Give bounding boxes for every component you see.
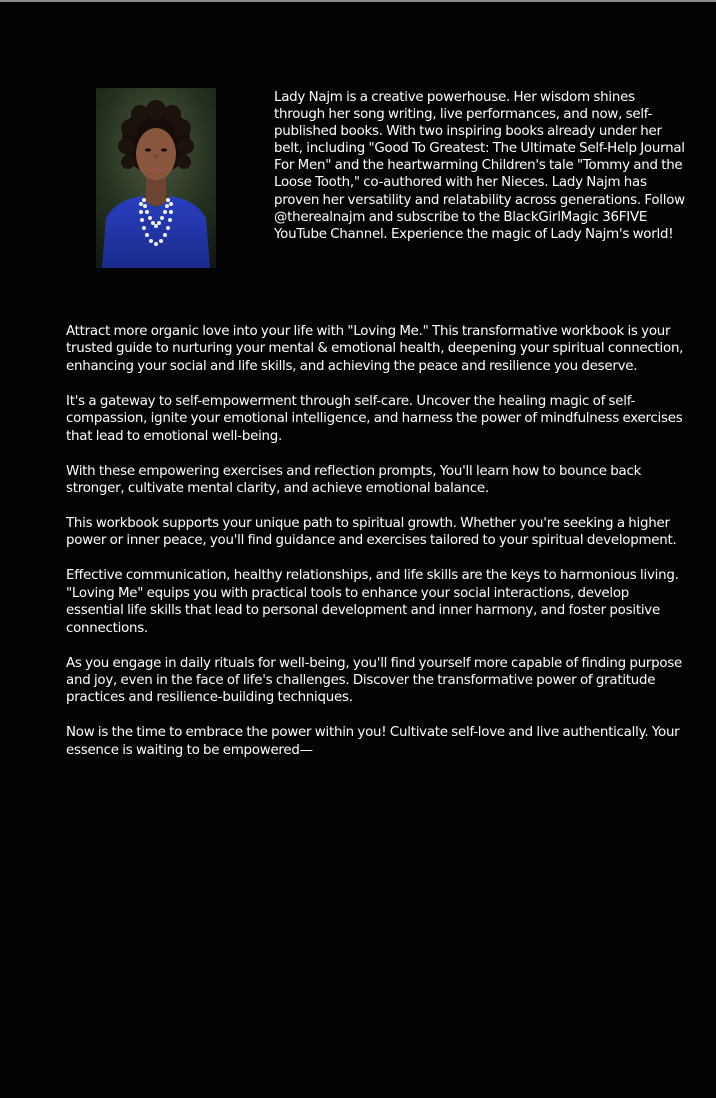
author-portrait	[96, 88, 216, 268]
description-paragraph: This workbook supports your unique path to spiritual growth. Whether you're seeking a higher power or inner peace, you'll find guidance and exercises tailored to your spiritual development.	[66, 516, 677, 549]
page-top-border	[0, 0, 716, 2]
description-paragraph: Effective communication, healthy relationships, and life skills are the keys to harmonious living. "Loving Me" equips you with practical tools to enhance your social interactions, develop essential life skills that lead to personal development and inner harmony, and foster positive connections.	[66, 568, 679, 636]
author-bio: Lady Najm is a creative powerhouse. Her wisdom shines through her song writing, live performances, and now, self-published books. With two inspiring books already under her belt, including "Good To Greatest: The Ultimate Self-Help Journal For Men" and the heartwarming Children's tale "Tommy and the Loose Tooth," co-authored with her Nieces. Lady Najm has proven her versatility and relatability across generations. Follow @therealnajm and subscribe to the BlackGirlMagic 36FIVE YouTube Channel. Experience the magic of Lady Najm's world!	[274, 90, 685, 242]
description-paragraph: Attract more organic love into your life with "Loving Me." This transformative workbook is your trusted guide to nurturing your mental & emotional health, deepening your spiritual connection, enhancing your social and life skills, and achieving the peace and resilience you deserve.	[66, 324, 684, 374]
description-paragraph: With these empowering exercises and reflection prompts, You'll learn how to bounce back stronger, cultivate mental clarity, and achieve emotional balance.	[66, 463, 642, 497]
description-paragraph: It's a gateway to self-empowerment through self-care. Uncover the healing magic of self-compassion, ignite your emotional intelligence, and harness the power of mindfulness exercises that lead to emotional well-being.	[66, 393, 683, 444]
book-description	[66, 323, 684, 777]
description-paragraph: Now is the time to embrace the power within you! Cultivate self-love and live authentically. Your essence is waiting to be empowered—	[66, 725, 680, 758]
description-paragraph: As you engage in daily rituals for well-being, you'll find yourself more capable of finding purpose and joy, even in the face of life's challenges. Discover the transformative power of gratitude practices and resilience-building techniques.	[66, 655, 682, 706]
